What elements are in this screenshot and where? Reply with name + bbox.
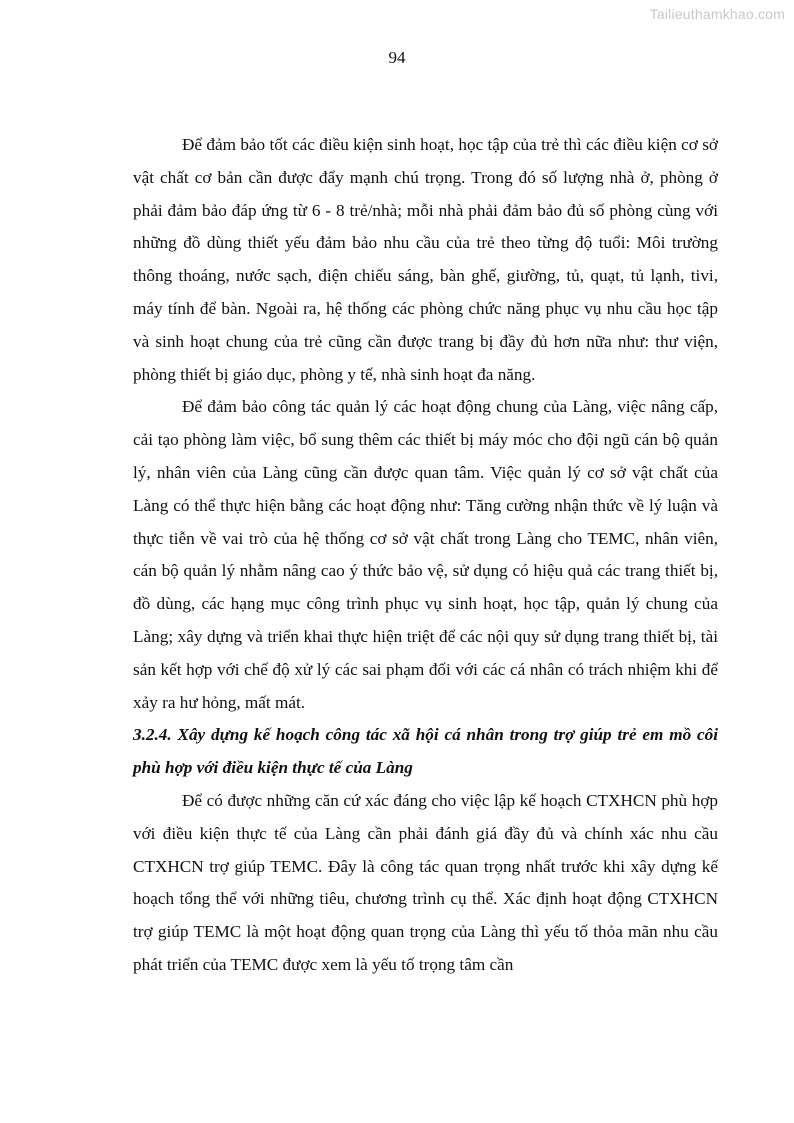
paragraph-management: Để đảm bảo công tác quản lý các hoạt động chung của Làng, việc nâng cấp, cải tạo phòng làm việc, bổ sung thêm các thiết bị máy móc cho đội ngũ cán bộ quản lý, nhân viên của Làng cũng cần được quan tâm. Việc quản lý cơ sở vật chất của Làng có thể thực hiện bằng các hoạt động như: Tăng cường nhận thức về lý luận và thực tiễn về vai trò của hệ thống cơ sở vật chất trong Làng cho TEMC, nhân viên, cán bộ quản lý nhằm nâng cao ý thức bảo vệ, sử dụng có hiệu quả các trang thiết bị, đồ dùng, các hạng mục công trình phục vụ sinh hoạt, học tập, quản lý chung của Làng; xây dựng và triển khai thực hiện triệt để các nội quy sử dụng trang thiết bị, tài sản kết hợp với chế độ xử lý các sai phạm đối với các cá nhân có trách nhiệm khi để xảy ra hư hỏng, mất mát.	[133, 397, 718, 712]
section-heading: 3.2.4. Xây dựng kế hoạch công tác xã hội cá nhân trong trợ giúp trẻ em mồ côi phù hợp với điều kiện thực tế của Làng	[133, 725, 718, 778]
page-number: 94	[388, 48, 406, 67]
document-body	[133, 129, 718, 982]
paragraph-facilities: Để đảm bảo tốt các điều kiện sinh hoạt, học tập của trẻ thì các điều kiện cơ sở vật chất cơ bản cần được đẩy mạnh chú trọng. Trong đó số lượng nhà ở, phòng ở phải đảm bảo đáp ứng từ 6 - 8 trẻ/nhà; mỗi nhà phải đảm bảo đủ số phòng cùng với những đồ dùng thiết yếu đảm bảo nhu cầu của trẻ theo từng độ tuổi: Môi trường thông thoáng, nước sạch, điện chiếu sáng, bàn ghế, giường, tủ, quạt, tủ lạnh, tivi, máy tính để bàn. Ngoài ra, hệ thống các phòng chức năng phục vụ nhu cầu học tập và sinh hoạt chung của trẻ cũng cần được trang bị đầy đủ hơn nữa như: thư viện, phòng thiết bị giáo dục, phòng y tế, nhà sinh hoạt đa năng.	[133, 135, 718, 384]
paragraph-planning: Để có được những căn cứ xác đáng cho việc lập kế hoạch CTXHCN phù hợp với điều kiện thực tế của Làng cần phải đánh giá đầy đủ và chính xác nhu cầu CTXHCN trợ giúp TEMC. Đây là công tác quan trọng nhất trước khi xây dựng kế hoạch tổng thể với những tiêu, chương trình cụ thể. Xác định hoạt động CTXHCN trợ giúp TEMC là một hoạt động quan trọng của Làng thì yếu tố thỏa mãn nhu cầu phát triển của TEMC được xem là yếu tố trọng tâm cần	[133, 790, 718, 974]
watermark-text: Tailieuthamkhao.com	[649, 6, 785, 22]
